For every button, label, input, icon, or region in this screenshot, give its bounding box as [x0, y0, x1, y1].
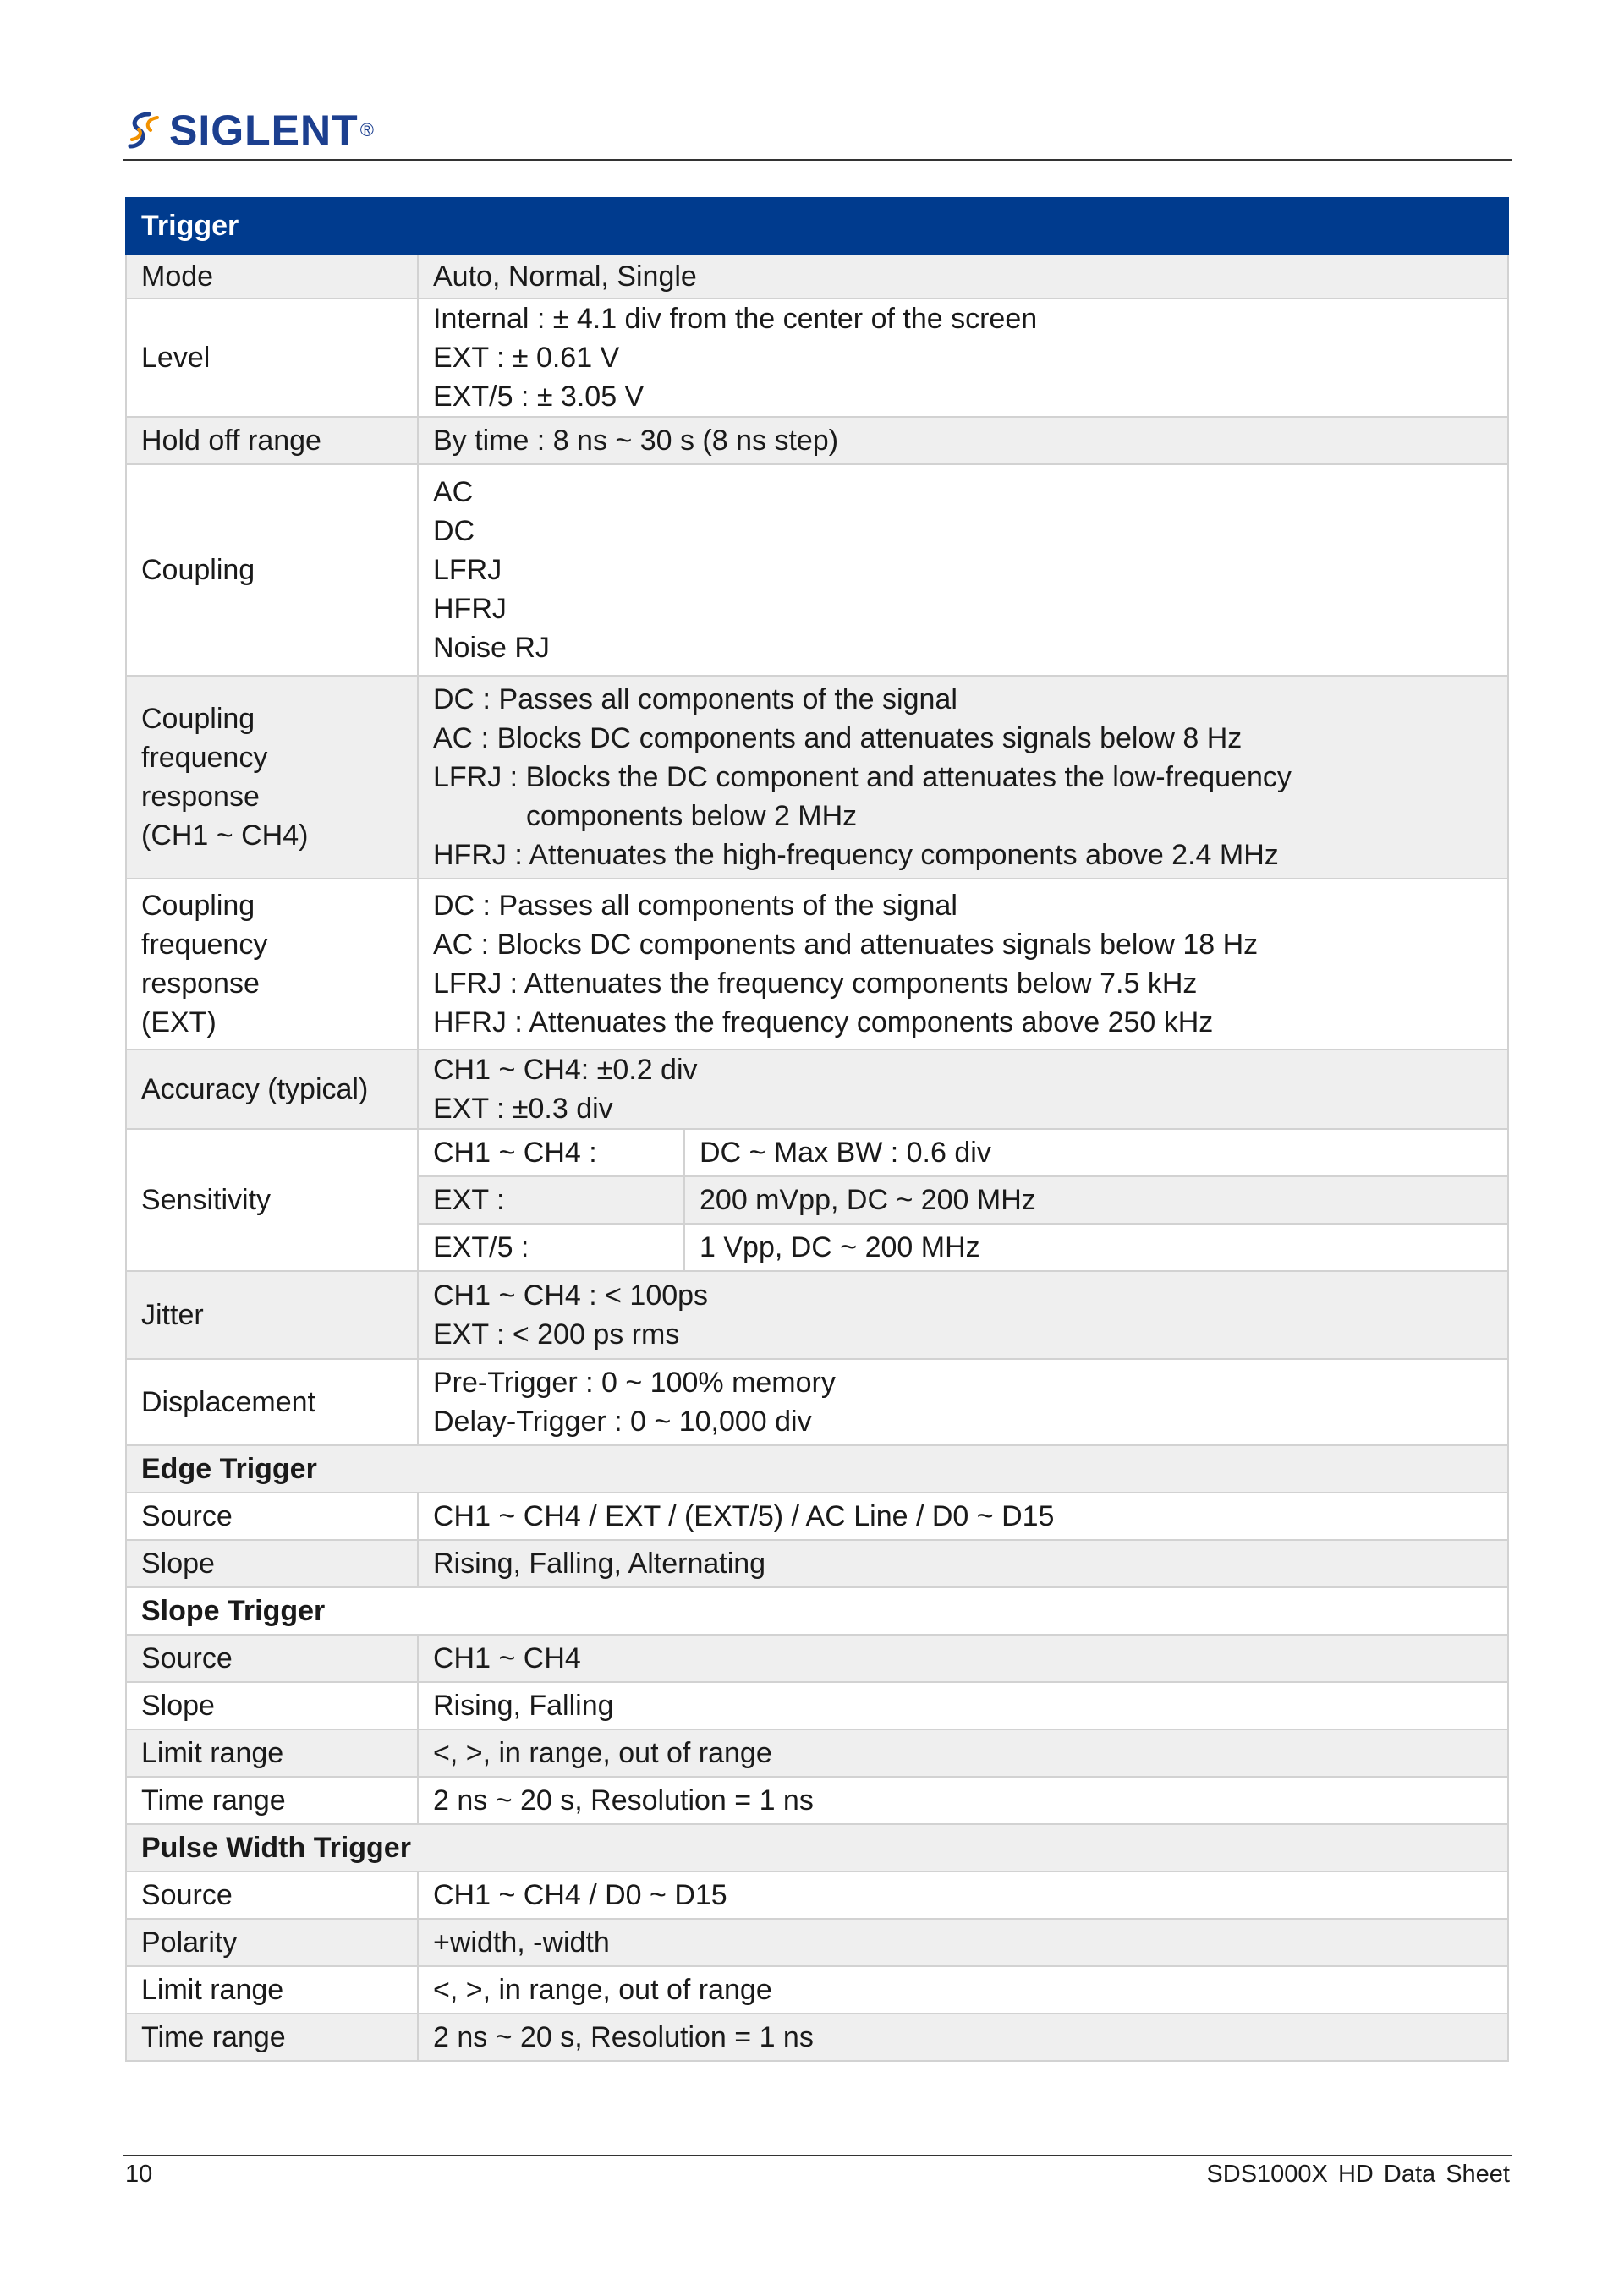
table-row	[126, 1729, 1508, 1777]
sub-value: 1 Vpp, DC ~ 200 MHz	[684, 1224, 1508, 1271]
row-value: CH1 ~ CH4	[418, 1635, 1508, 1682]
row-value: CH1 ~ CH4 : < 100ps EXT : < 200 ps rms	[418, 1271, 1508, 1359]
sub-label: CH1 ~ CH4 :	[418, 1129, 684, 1176]
table-row	[126, 1359, 1508, 1445]
row-label: Source	[126, 1871, 418, 1919]
sub-label: EXT :	[418, 1176, 684, 1224]
row-value: CH1 ~ CH4 / EXT / (EXT/5) / AC Line / D0 ~ D15	[418, 1493, 1508, 1540]
row-label: Limit range	[126, 1729, 418, 1777]
sub-label: EXT/5 :	[418, 1224, 684, 1271]
row-value: 2 ns ~ 20 s, Resolution = 1 ns	[418, 1777, 1508, 1824]
row-value: 2 ns ~ 20 s, Resolution = 1 ns	[418, 2014, 1508, 2061]
table-row	[126, 1271, 1508, 1359]
row-label: Hold off range	[126, 417, 418, 464]
row-label: Accuracy (typical)	[126, 1049, 418, 1129]
table-row	[126, 1129, 1508, 1176]
row-value: Rising, Falling, Alternating	[418, 1540, 1508, 1587]
table-row	[126, 299, 1508, 417]
table-row	[126, 464, 1508, 676]
footer-rule	[123, 2155, 1512, 2156]
section-title: Edge Trigger	[126, 1445, 1508, 1493]
logo-wordmark: SIGLENT	[169, 107, 359, 154]
table-row	[126, 2014, 1508, 2061]
row-value: <, >, in range, out of range	[418, 1729, 1508, 1777]
row-value: By time : 8 ns ~ 30 s (8 ns step)	[418, 417, 1508, 464]
row-value: Pre-Trigger : 0 ~ 100% memory Delay-Trigger : 0 ~ 10,000 div	[418, 1359, 1508, 1445]
table-row	[126, 1919, 1508, 1966]
row-label: Slope	[126, 1682, 418, 1729]
row-label: Polarity	[126, 1919, 418, 1966]
row-value: CH1 ~ CH4: ±0.2 div EXT : ±0.3 div	[418, 1049, 1508, 1129]
table-row	[126, 1540, 1508, 1587]
row-label: Time range	[126, 1777, 418, 1824]
row-value: Auto, Normal, Single	[418, 254, 1508, 299]
sub-value: 200 mVpp, DC ~ 200 MHz	[684, 1176, 1508, 1224]
row-label: Displacement	[126, 1359, 418, 1445]
document-title: SDS1000X HD Data Sheet	[1206, 2161, 1510, 2188]
section-title: Pulse Width Trigger	[126, 1824, 1508, 1871]
row-value: <, >, in range, out of range	[418, 1966, 1508, 2014]
row-label: Slope	[126, 1540, 418, 1587]
header-rule	[123, 159, 1512, 161]
row-value: Internal : ± 4.1 div from the center of the screen EXT : ± 0.61 V EXT/5 : ± 3.05 V	[418, 299, 1508, 417]
row-label: Limit range	[126, 1966, 418, 2014]
page-number: 10	[125, 2161, 153, 2188]
row-value: DC : Passes all components of the signal AC : Blocks DC components and attenuates signals below 18 Hz LFRJ : Attenuates the frequency components below 7.5 kHz HFRJ : Attenuates the frequency components above 250 kHz	[418, 879, 1508, 1049]
table-row	[126, 417, 1508, 464]
siglent-logo	[123, 103, 374, 157]
table-row	[126, 254, 1508, 299]
table-row	[126, 1871, 1508, 1919]
section-title: Slope Trigger	[126, 1587, 1508, 1635]
table-row	[126, 879, 1508, 1049]
row-label: Coupling	[126, 464, 418, 676]
section-header	[126, 1587, 1508, 1635]
registered-mark: ®	[359, 119, 374, 140]
siglent-wave-icon	[123, 109, 166, 151]
row-value: Rising, Falling	[418, 1682, 1508, 1729]
row-label: Coupling frequency response (CH1 ~ CH4)	[126, 676, 418, 879]
row-label: Mode	[126, 254, 418, 299]
row-label: Source	[126, 1635, 418, 1682]
sub-value: DC ~ Max BW : 0.6 div	[684, 1129, 1508, 1176]
row-value: +width, -width	[418, 1919, 1508, 1966]
row-value: AC DC LFRJ HFRJ Noise RJ	[418, 464, 1508, 676]
row-label: Level	[126, 299, 418, 417]
section-header	[126, 1445, 1508, 1493]
table-row	[126, 1777, 1508, 1824]
table-title: Trigger	[126, 198, 1508, 254]
table-row	[126, 676, 1508, 879]
table-row	[126, 1493, 1508, 1540]
table-row	[126, 1635, 1508, 1682]
row-value: CH1 ~ CH4 / D0 ~ D15	[418, 1871, 1508, 1919]
table-row	[126, 1049, 1508, 1129]
table-row	[126, 1966, 1508, 2014]
row-label: Source	[126, 1493, 418, 1540]
row-label: Coupling frequency response (EXT)	[126, 879, 418, 1049]
row-label: Jitter	[126, 1271, 418, 1359]
row-label: Time range	[126, 2014, 418, 2061]
trigger-spec-table	[125, 197, 1509, 2062]
row-label: Sensitivity	[126, 1129, 418, 1271]
table-row	[126, 1682, 1508, 1729]
row-value: DC : Passes all components of the signal AC : Blocks DC components and attenuates signals below 8 Hz LFRJ : Blocks the DC component and attenuates the low-frequency components below 2 MHz HFRJ : Attenuates the high-frequency components above 2.4 MHz	[418, 676, 1508, 879]
section-header	[126, 1824, 1508, 1871]
